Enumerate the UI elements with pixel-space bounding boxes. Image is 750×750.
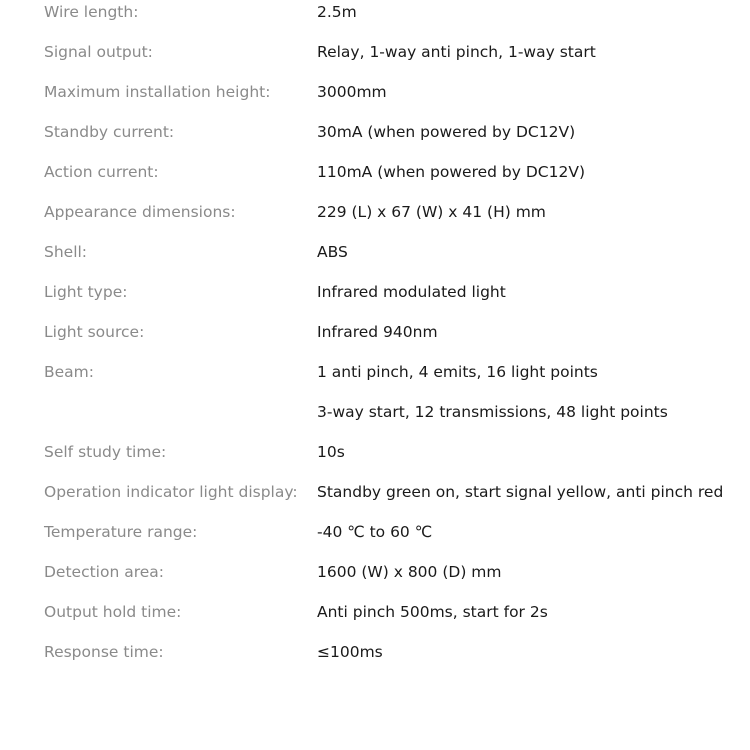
spec-row-wire-length [0,0,750,40]
spec-value: 10s [317,443,345,461]
spec-value: Relay, 1-way anti pinch, 1-way start [317,43,596,61]
spec-value: Standby green on, start signal yellow, anti pinch red [317,483,724,501]
spec-row-indicator-light-display [0,480,750,520]
spec-value: 3-way start, 12 transmissions, 48 light points [317,403,668,421]
spec-row-max-installation-height [0,80,750,120]
spec-row-output-hold-time [0,600,750,640]
spec-label: Light type: [44,283,128,301]
spec-row-standby-current [0,120,750,160]
spec-row-light-source [0,320,750,360]
spec-value: Infrared 940nm [317,323,438,341]
spec-value: 110mA (when powered by DC12V) [317,163,585,181]
spec-row-action-current [0,160,750,200]
spec-label: Temperature range: [44,523,198,541]
spec-row-response-time [0,640,750,680]
spec-row-appearance-dimensions [0,200,750,240]
spec-label: Wire length: [44,3,139,21]
spec-label: Output hold time: [44,603,182,621]
spec-label: Operation indicator light display: [44,483,298,501]
spec-row-signal-output [0,40,750,80]
spec-value: 229 (L) x 67 (W) x 41 (H) mm [317,203,546,221]
spec-value: -40 ℃ to 60 ℃ [317,523,433,541]
spec-row-beam-continued [0,400,750,440]
spec-label: Shell: [44,243,88,261]
spec-value: ABS [317,243,348,261]
spec-value: 30mA (when powered by DC12V) [317,123,576,141]
spec-row-shell [0,240,750,280]
spec-value: Anti pinch 500ms, start for 2s [317,603,548,621]
spec-value: Infrared modulated light [317,283,506,301]
spec-label: Appearance dimensions: [44,203,236,221]
spec-value: 3000mm [317,83,387,101]
spec-label: Beam: [44,363,94,381]
spec-label: Self study time: [44,443,167,461]
spec-label: Standby current: [44,123,175,141]
spec-value: 1600 (W) x 800 (D) mm [317,563,502,581]
spec-label: Light source: [44,323,145,341]
spec-value: 1 anti pinch, 4 emits, 16 light points [317,363,598,381]
spec-label: Action current: [44,163,159,181]
spec-label: Maximum installation height: [44,83,271,101]
spec-label: Signal output: [44,43,153,61]
spec-row-beam [0,360,750,400]
spec-value: ≤100ms [317,643,383,661]
spec-row-self-study-time [0,440,750,480]
spec-value: 2.5m [317,3,357,21]
spec-row-detection-area [0,560,750,600]
spec-row-light-type [0,280,750,320]
spec-label: Response time: [44,643,164,661]
spec-label: Detection area: [44,563,165,581]
spec-row-temperature-range [0,520,750,560]
